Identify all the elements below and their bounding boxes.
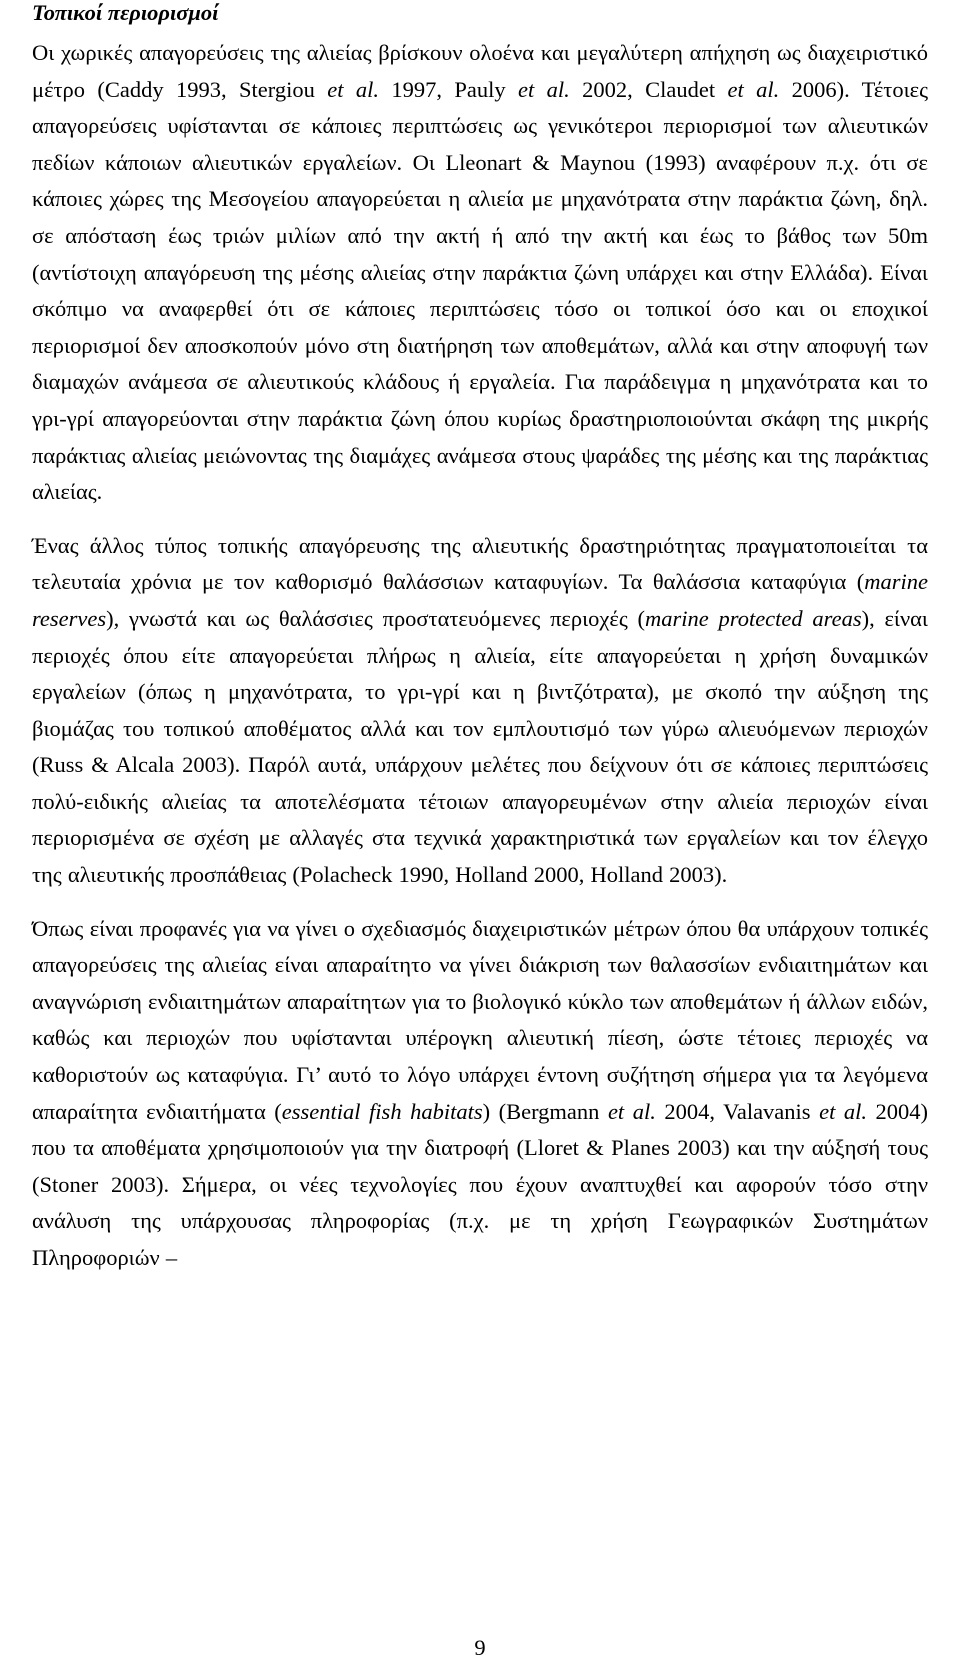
text-run: ), είναι περιοχές όπου είτε απαγορεύεται πλήρως η αλιεία, είτε απαγορεύεται η χρήση δυναμικών εργαλείων (όπως η μηχανότρατα, το γρι-γρί και η βιντζότρατα), με σκοπό την αύξηση της βιομάζας του τοπικού αποθέματος αλλά και τον εμπλουτισμό των γύρω αλιευόμενων περιοχών (Russ & Alcala 2003). Παρόλ αυτά, υπάρχουν μελέτες που δείχνουν ότι σε κάποιες περιπτώσεις πολύ-ειδικής αλιείας τα αποτελέσματα τέτοιων απαγορευμένων στην αλιεία περιοχών είναι περιορισμένα σε σχέση με αλλαγές στα τεχνικά χαρακτηριστικά των εργαλείων και τον έλεγχο της αλιευτικής προσπάθειας (Polacheck 1990, Holland 2000, Holland 2003).: [32, 605, 928, 888]
text-run: 2006). Τέτοιες απαγορεύσεις υφίστανται σε κάποιες περιπτώσεις ως γενικότεροι περιορισμοί των αλιευτικών πεδίων κάποιων αλιευτικών εργαλείων. Οι Lleonart & Maynou (1993) αναφέρουν π.χ. ότι σε κάποιες χώρες της Μεσογείου απαγορεύεται η αλιεία με μηχανότρατα στην παράκτια ζώνη, δηλ. σε απόσταση έως τριών μιλίων από την ακτή ή από την ακτή και έως το βάθος των 50m (αντίστοιχη απαγόρευση της μέσης αλιείας στην παράκτια ζώνη υπάρχει και στην Ελλάδα). Είναι σκόπιμο να αναφερθεί ότι σε κάποιες περιπτώσεις τόσο οι τοπικοί όσο και οι εποχικοί περιορισμοί δεν αποσκοπούν μόνο στη διατήρηση των αποθεμάτων, αλλά και στην αποφυγή των διαμαχών ανάμεσα σε αλιευτικούς κλάδους ή εργαλεία. Για παράδειγμα η μηχανότρατα και το γρι-γρί απαγορεύονται στην παράκτια ζώνη όπου κυρίως δραστηριοποιούνται σκάφη της μικρής παράκτιας αλιείας μειώνοντας της διαμάχες ανάμεσα στους ψαράδες της μέσης και της παράκτιας αλιείας.: [32, 76, 929, 505]
italic-text: essential fish habitats: [281, 1098, 483, 1124]
text-run: ) (Bergmann: [482, 1098, 608, 1124]
paragraph-3: [32, 911, 928, 1277]
text-run: Όπως είναι προφανές για να γίνει ο σχεδιασμός διαχειριστικών μέτρων όπου θα υπάρχουν τοπικές απαγορεύσεις της αλιείας είναι απαραίτητο να γίνει διάκριση των θαλασσίων ενδιαιτημάτων και αναγνώριση ενδιαιτημάτων απαραίτητων για το βιολογικό κύκλο των αποθεμάτων ή άλλων ειδών, καθώς και περιοχών που υφίστανται υπέρογκη αλιευτική πίεση, ώστε τέτοιες περιοχές να καθοριστούν ως καταφύγια. Γι’ αυτό το λόγο υπάρχει έντονη συζήτηση σήμερα για τα λεγόμενα απαραίτητα ενδιαιτήματα (: [32, 915, 928, 1124]
text-run: 2004, Valavanis: [655, 1098, 820, 1124]
text-run: 2004) που τα αποθέματα χρησιμοποιούν για την διατροφή (Lloret & Planes 2003) και την αύξησή τους (Stoner 2003). Σήμερα, οι νέες τεχνολογίες που έχουν αναπτυχθεί και αφορούν τόσο στην ανάλυση της υπάρχουσας πληροφορίας (π.χ. με τη χρήση Γεωγραφικών Συστημάτων Πληροφοριών –: [32, 1098, 928, 1270]
paragraph-2: [32, 528, 928, 894]
italic-text: et al.: [607, 1098, 656, 1124]
italic-text: et al.: [819, 1098, 867, 1124]
italic-text: et al.: [727, 76, 780, 102]
section-heading: Τοπικοί περιορισμοί: [32, 0, 219, 25]
text-run: Οι χωρικές απαγορεύσεις της αλιείας βρίσκουν ολοένα και μεγαλύτερη απήχηση ως διαχειριστικό μέτρο (Caddy 1993, Stergiou: [32, 40, 928, 102]
italic-text: et al.: [327, 76, 379, 102]
text-run: Ένας άλλος τύπος τοπικής απαγόρευσης της αλιευτικής δραστηριότητας πραγματοποιείται τα τελευταία χρόνια με τον καθορισμό θαλάσσιων καταφυγίων. Τα θαλάσσια καταφύγια (: [32, 532, 928, 595]
italic-text: marine reserves: [32, 569, 928, 631]
page-number: 9: [474, 1635, 486, 1660]
italic-text: marine protected areas: [645, 605, 862, 631]
text-run: 1997, Pauly: [378, 76, 518, 102]
text-run: 2002, Claudet: [569, 76, 728, 102]
document-page: [32, 0, 928, 1277]
text-run: ), γνωστά και ως θαλάσσιες προστατευόμενες περιοχές (: [106, 605, 646, 631]
italic-text: et al.: [517, 76, 570, 102]
paragraph-1: [32, 35, 928, 511]
